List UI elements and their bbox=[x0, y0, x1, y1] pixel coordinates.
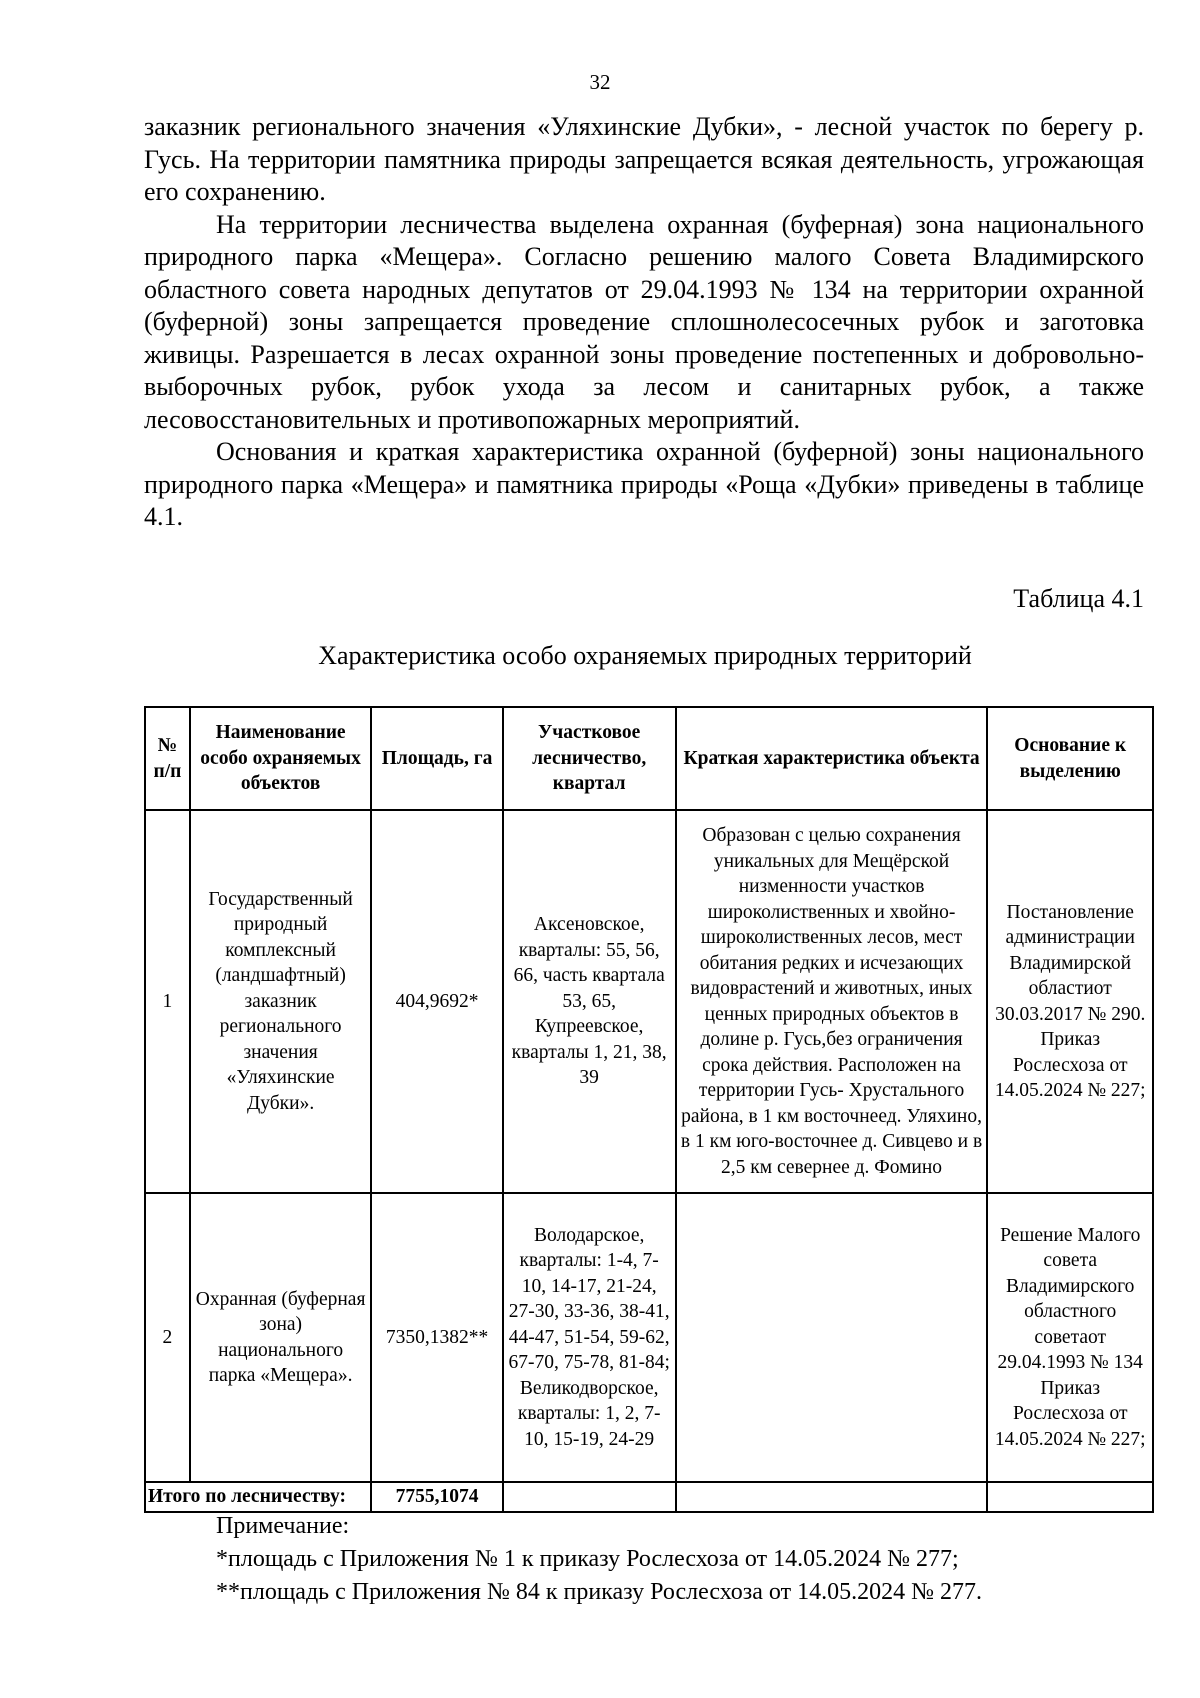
cell-num: 1 bbox=[145, 810, 190, 1193]
cell-name: Государственный природный комплексный (ландшафтный) заказник регионального значения «Уляхинские Дубки». bbox=[190, 810, 372, 1193]
paragraph: заказник регионального значения «Уляхинские Дубки», - лесной участок по берегу р. Гусь. На территории памятника природы запрещается всякая деятельность, угрожающая его сохранению. bbox=[144, 112, 1144, 206]
cell-description bbox=[676, 1193, 988, 1482]
cell-name: Охранная (буферная зона) национального парка «Мещера». bbox=[190, 1193, 372, 1482]
total-label: Итого по лесничеству: bbox=[145, 1482, 371, 1512]
body-text bbox=[144, 111, 1144, 534]
cell-forestry: Аксеновское, кварталы: 55, 56, 66, часть квартала 53, 65, Купреевское, кварталы 1, 21, 38, 39 bbox=[503, 810, 676, 1193]
note-line: *площадь с Приложения № 1 к приказу Рослесхоза от 14.05.2024 № 277; bbox=[216, 1546, 959, 1572]
header-basis: Основание к выделению bbox=[987, 707, 1153, 810]
header-name: Наименование особо охраняемых объектов bbox=[190, 707, 372, 810]
page-number: 32 bbox=[589, 70, 611, 94]
note-line: **площадь с Приложения № 84 к приказу Рослесхоза от 14.05.2024 № 277. bbox=[216, 1579, 982, 1605]
cell-area: 7350,1382** bbox=[371, 1193, 502, 1482]
cell-area: 404,9692* bbox=[371, 810, 502, 1193]
total-empty-cell bbox=[987, 1482, 1153, 1512]
paragraph: На территории лесничества выделена охранная (буферная) зона национального природного парка «Мещера». Согласно решению малого Совета Владимирского областного совета народных депутатов от 29.04.1993 № 134 на территории охранной (буферной) зоны запрещается проведение сплошнолесосечных рубок и заготовка живицы. Разрешается в лесах охранной зоны проведение постепенных и добровольно-выборочных рубок, рубок ухода за лесом и санитарных рубок, а также лесовосстановительных и противопожарных мероприятий. bbox=[144, 209, 1144, 434]
cell-basis: Постановление администрации Владимирской областиот 30.03.2017 № 290. Приказ Рослесхоза от 14.05.2024 № 227; bbox=[987, 810, 1153, 1193]
header-num: № п/п bbox=[145, 707, 190, 810]
header-forestry: Участковое лесничество, квартал bbox=[503, 707, 676, 810]
header-description: Краткая характеристика объекта bbox=[676, 707, 988, 810]
note-title: Примечание: bbox=[216, 1513, 350, 1539]
table-header-row bbox=[145, 707, 1153, 810]
table-total-row bbox=[145, 1482, 1153, 1512]
total-value: 7755,1074 bbox=[371, 1482, 502, 1512]
table-row bbox=[145, 810, 1153, 1193]
table-title: Характеристика особо охраняемых природных территорий bbox=[318, 641, 972, 670]
cell-num: 2 bbox=[145, 1193, 190, 1482]
paragraph: Основания и краткая характеристика охранной (буферной) зоны национального природного парка «Мещера» и памятника природы «Роща «Дубки» приведены в таблице 4.1. bbox=[144, 437, 1144, 531]
cell-description: Образован с целью сохранения уникальных для Мещёрской низменности участков широколиственных и хвойно-широколиственных лесов, мест обитания редких и исчезающих видоврастений и животных, иных ценных природных объектов в долине р. Гусь,без ограничения срока действия. Расположен на территории Гусь- Хрустального района, в 1 км восточнеед. Уляхино, в 1 км юго-восточнее д. Сивцево и в 2,5 км севернее д. Фомино bbox=[676, 810, 988, 1193]
table-notes bbox=[216, 1510, 982, 1609]
cell-basis: Решение Малого совета Владимирского областного советаот 29.04.1993 № 134 Приказ Рослесхоза от 14.05.2024 № 227; bbox=[987, 1193, 1153, 1482]
total-empty-cell bbox=[676, 1482, 988, 1512]
table-label: Таблица 4.1 bbox=[1013, 584, 1144, 613]
header-area: Площадь, га bbox=[371, 707, 502, 810]
table-row bbox=[145, 1193, 1153, 1482]
total-empty-cell bbox=[503, 1482, 676, 1512]
protected-areas-table bbox=[144, 706, 1154, 1513]
cell-forestry: Володарское, кварталы: 1-4, 7-10, 14-17, 21-24, 27-30, 33-36, 38-41, 44-47, 51-54, 59-62, 67-70, 75-78, 81-84; Великодворское, кварталы: 1, 2, 7-10, 15-19, 24-29 bbox=[503, 1193, 676, 1482]
